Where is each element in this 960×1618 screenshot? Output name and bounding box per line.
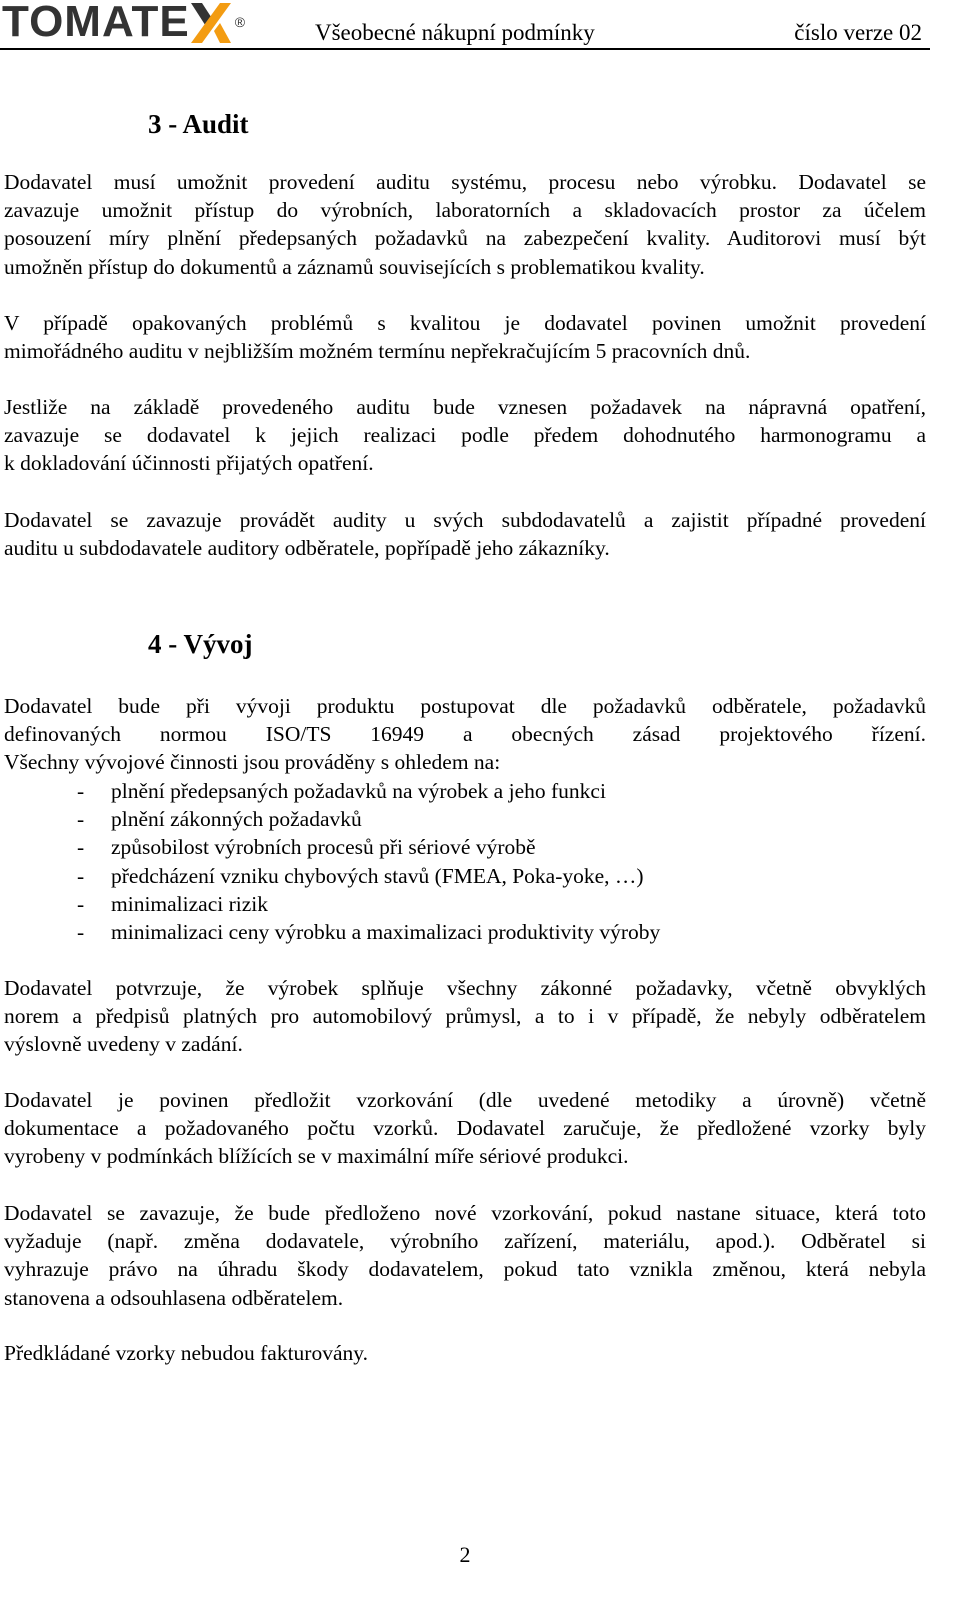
logo-x-mark <box>189 1 233 45</box>
text-line: stanovena a odsouhlasena odběratelem. <box>4 1285 344 1310</box>
list-item <box>4 890 904 918</box>
section-heading: 4 - Vývoj <box>148 629 253 659</box>
text-line: výslovně uvedeny v zadání. <box>4 1032 243 1057</box>
text-line: vyžaduje (např. změna dodavatele, výrobního zařízení, materiálu, apod.). Odběratel si <box>4 1229 926 1254</box>
text-line: norem a předpisů platných pro automobilový průmysl, a to i v případě, že nebyly odběratelem <box>4 1004 926 1029</box>
list-bullet: - <box>77 835 85 860</box>
text-line: zavazuje se dodavatel k jejich realizaci podle předem dohodnutého harmonogramu a <box>4 423 926 448</box>
paragraph <box>4 1339 926 1367</box>
list-bullet: - <box>77 891 85 916</box>
list-bullet: - <box>77 779 85 803</box>
text-line: Jestliže na základě provedeného auditu bude vznesen požadavek na nápravná opatření, <box>4 395 926 419</box>
paragraph <box>4 393 926 478</box>
text-line: auditu u subdodavatele auditory odběratele, popřípadě jeho zákazníky. <box>4 536 610 561</box>
text-line: umožněn přístup do dokumentů a záznamů souvisejících s problematikou kvality. <box>4 254 705 279</box>
text-line: Dodavatel se zavazuje provádět audity u svých subdodavatelů a zajistit případné provedení <box>4 508 926 532</box>
text-line: Dodavatel se zavazuje, že bude předloženo nové vzorkování, pokud nastane situace, která toto <box>4 1201 926 1225</box>
list-item-text: minimalizaci ceny výrobku a maximalizaci produktivity výroby <box>111 919 661 944</box>
text-line: vyrobeny v podmínkách blížících se v maximální míře sériové produkci. <box>4 1144 629 1169</box>
paragraph <box>4 974 926 1059</box>
list-item-text: předcházení vzniku chybových stavů (FMEA, Poka-yoke, …) <box>111 863 644 888</box>
text-line: mimořádného auditu v nejbližším možném termínu nepřekračujícím 5 pracovních dnů. <box>4 339 751 364</box>
document-version: číslo verze 02 <box>794 20 922 45</box>
page-header <box>0 0 930 52</box>
list-item <box>4 918 904 946</box>
text-line: k dokladování účinnosti přijatých opatření. <box>4 451 374 476</box>
list-bullet: - <box>77 919 85 944</box>
requirements-list <box>4 777 904 946</box>
list-bullet: - <box>77 863 85 888</box>
section-heading: 3 - Audit <box>148 109 249 139</box>
text-line: vyhrazuje právo na úhradu škody dodavatelem, pokud tato vznikla změnou, která nebyla <box>4 1257 926 1282</box>
text-line: posouzení míry plnění předepsaných požadavků na zabezpečení kvality. Auditorovi musí být <box>4 226 926 251</box>
text-line: Předkládané vzorky nebudou fakturovány. <box>4 1341 368 1365</box>
header-divider <box>0 48 930 50</box>
registered-mark: ® <box>234 14 246 30</box>
list-item <box>4 805 904 833</box>
text-line: Dodavatel musí umožnit provedení auditu systému, procesu nebo výrobku. Dodavatel se <box>4 170 926 194</box>
paragraph <box>4 1199 926 1312</box>
list-item <box>4 833 904 861</box>
paragraph <box>4 309 926 365</box>
text-line: definovaných normou ISO/TS 16949 a obecných zásad projektového řízení. <box>4 722 926 747</box>
logo-text: TOMATE <box>2 0 190 46</box>
list-item-text: plnění zákonných požadavků <box>111 807 362 832</box>
intro-paragraph <box>4 692 926 777</box>
document-title: Všeobecné nákupní podmínky <box>315 20 595 45</box>
list-item <box>4 777 904 805</box>
text-line: V případě opakovaných problémů s kvalitou je dodavatel povinen umožnit provedení <box>4 311 926 335</box>
list-item-text: minimalizaci rizik <box>111 891 269 916</box>
text-line: Dodavatel je povinen předložit vzorkování (dle uvedené metodiky a úrovně) včetně <box>4 1088 926 1112</box>
list-item-text: způsobilost výrobních procesů při sériové výrobě <box>111 835 536 860</box>
company-logo <box>2 0 245 46</box>
paragraph <box>4 168 926 281</box>
text-line: Dodavatel potvrzuje, že výrobek splňuje všechny zákonné požadavky, včetně obvyklých <box>4 976 926 1000</box>
list-bullet: - <box>77 807 85 832</box>
text-line: Všechny vývojové činnosti jsou prováděny s ohledem na: <box>4 750 501 775</box>
paragraph <box>4 1086 926 1171</box>
page-number: 2 <box>459 1542 471 1567</box>
text-line: zavazuje umožnit přístup do výrobních, laboratorních a skladovacích prostor za účelem <box>4 198 926 223</box>
list-item <box>4 862 904 890</box>
text-line: Dodavatel bude při vývoji produktu postupovat dle požadavků odběratele, požadavků <box>4 694 926 718</box>
list-item-text: plnění předepsaných požadavků na výrobek a jeho funkci <box>111 779 606 803</box>
paragraph <box>4 506 926 562</box>
text-line: dokumentace a požadovaného počtu vzorků. Dodavatel zaručuje, že předložené vzorky byly <box>4 1116 926 1141</box>
